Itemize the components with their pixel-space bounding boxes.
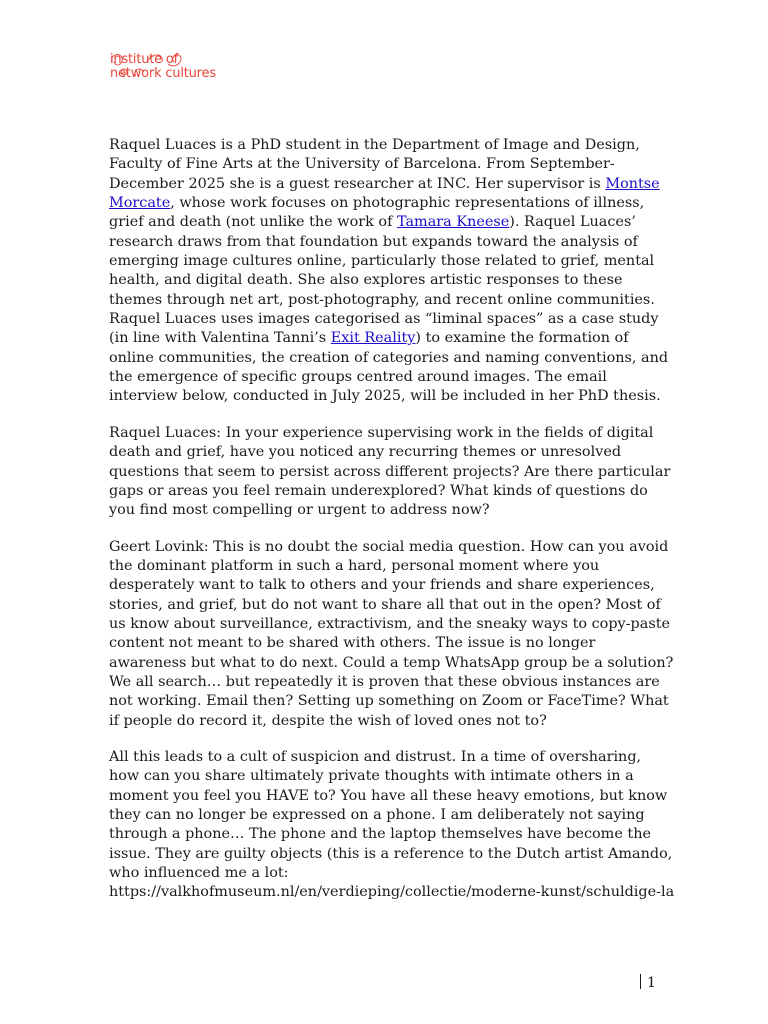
text-line: Raquel Luaces uses images categorised as “liminal spaces” as a case study <box>109 311 659 328</box>
text-line: gaps or areas you feel remain underexplored? What kinds of questions do <box>109 482 648 499</box>
text-line: Raquel Luaces is a PhD student in the Department of Image and Design, <box>109 137 640 153</box>
logo-text-line1: institute of <box>110 52 179 67</box>
institute-logo[interactable] <box>108 50 228 84</box>
text-line: interview below, conducted in July 2025, will be included in her PhD thesis. <box>109 388 661 405</box>
text-line: research draws from that foundation but expands toward the analysis of <box>109 233 638 250</box>
text-fragment: (in line with Valentina Tanni’s <box>109 330 331 347</box>
text-line: health, and digital death. She also explores artistic responses to these <box>109 272 623 289</box>
answer-paragraph <box>109 538 674 731</box>
text-line: online communities, the creation of categories and naming conventions, and <box>109 349 669 366</box>
intro-paragraph <box>109 136 669 407</box>
text-line <box>109 329 669 348</box>
text-line: awareness but what to do next. Could a temp WhatsApp group be a solution? <box>109 654 674 671</box>
page-footer <box>640 974 656 991</box>
text-line: issue. They are guilty objects (this is a reference to the Dutch artist Amando, <box>109 845 673 862</box>
text-line: Faculty of Fine Arts at the University of Barcelona. From September- <box>109 156 615 173</box>
text-line: Geert Lovink: This is no doubt the social media question. How can you avoid <box>109 538 669 555</box>
text-line <box>109 194 669 213</box>
text-line: us know about surveillance, extractivism, and the sneaky ways to copy-paste <box>109 615 671 632</box>
page-number: 1 <box>646 975 656 991</box>
text-fragment: grief and death (not unlike the work of <box>109 214 397 231</box>
text-line: We all search… but repeatedly it is proven that these obvious instances are <box>109 673 660 690</box>
text-line: the emergence of specific groups centred around images. The email <box>109 369 607 386</box>
text-line: death and grief, have you noticed any recurring themes or unresolved <box>109 444 622 461</box>
montse-morcate-link-cont[interactable]: Morcate <box>109 195 171 212</box>
montse-morcate-link[interactable]: Montse <box>605 175 660 192</box>
text-line: stories, and grief, but do not want to share all that out in the open? Most of <box>109 596 661 613</box>
text-fragment: , whose work focuses on photographic representations of illness, <box>170 195 645 212</box>
text-line: you find most compelling or urgent to address now? <box>109 502 490 519</box>
footer-divider <box>640 974 641 989</box>
text-line: who influenced me a lot: <box>109 865 289 882</box>
text-line: questions that seem to persist across different projects? Are there particular <box>109 463 671 480</box>
text-line: through a phone… The phone and the laptop themselves have become the <box>109 826 651 843</box>
exit-reality-link[interactable]: Exit Reality <box>330 330 416 347</box>
text-line: All this leads to a cult of suspicion and distrust. In a time of oversharing, <box>109 748 642 765</box>
text-line <box>109 175 669 194</box>
text-line: emerging image cultures online, particularly those related to grief, mental <box>109 253 655 270</box>
question-paragraph <box>109 424 669 521</box>
answer-continued-paragraph <box>109 748 675 903</box>
text-line: moment you feel you HAVE to? You have all these heavy emotions, but know <box>109 787 668 804</box>
text-line: the dominant platform in such a hard, personal moment where you <box>109 557 600 574</box>
text-line: they can no longer be expressed on a phone. I am deliberately not saying <box>109 807 645 823</box>
text-line: themes through net art, post-photography, and recent online communities. <box>109 291 655 308</box>
text-fragment: ) to examine the formation of <box>415 330 629 347</box>
text-line: content not meant to be shared with others. The issue is no longer <box>109 635 596 652</box>
article-body <box>109 136 675 920</box>
text-line: desperately want to talk to others and your friends and share experiences, <box>109 577 655 594</box>
text-line <box>109 213 669 232</box>
logo-text-line2: network cultures <box>110 66 216 81</box>
text-line: if people do record it, despite the wish of loved ones not to? <box>109 712 547 729</box>
text-line: how can you share ultimately private thoughts with intimate others in a <box>109 768 634 785</box>
text-line: Raquel Luaces: In your experience supervising work in the fields of digital <box>109 424 654 441</box>
museum-url-text: https://valkhofmuseum.nl/en/verdieping/collectie/moderne-kunst/schuldige-la <box>109 884 675 901</box>
tamara-kneese-link[interactable]: Tamara Kneese <box>397 214 510 231</box>
text-fragment: ). Raquel Luaces’ <box>509 214 636 231</box>
text-line: not working. Email then? Setting up something on Zoom or FaceTime? What <box>109 693 669 710</box>
text-fragment: December 2025 she is a guest researcher at INC. Her supervisor is <box>109 175 606 192</box>
